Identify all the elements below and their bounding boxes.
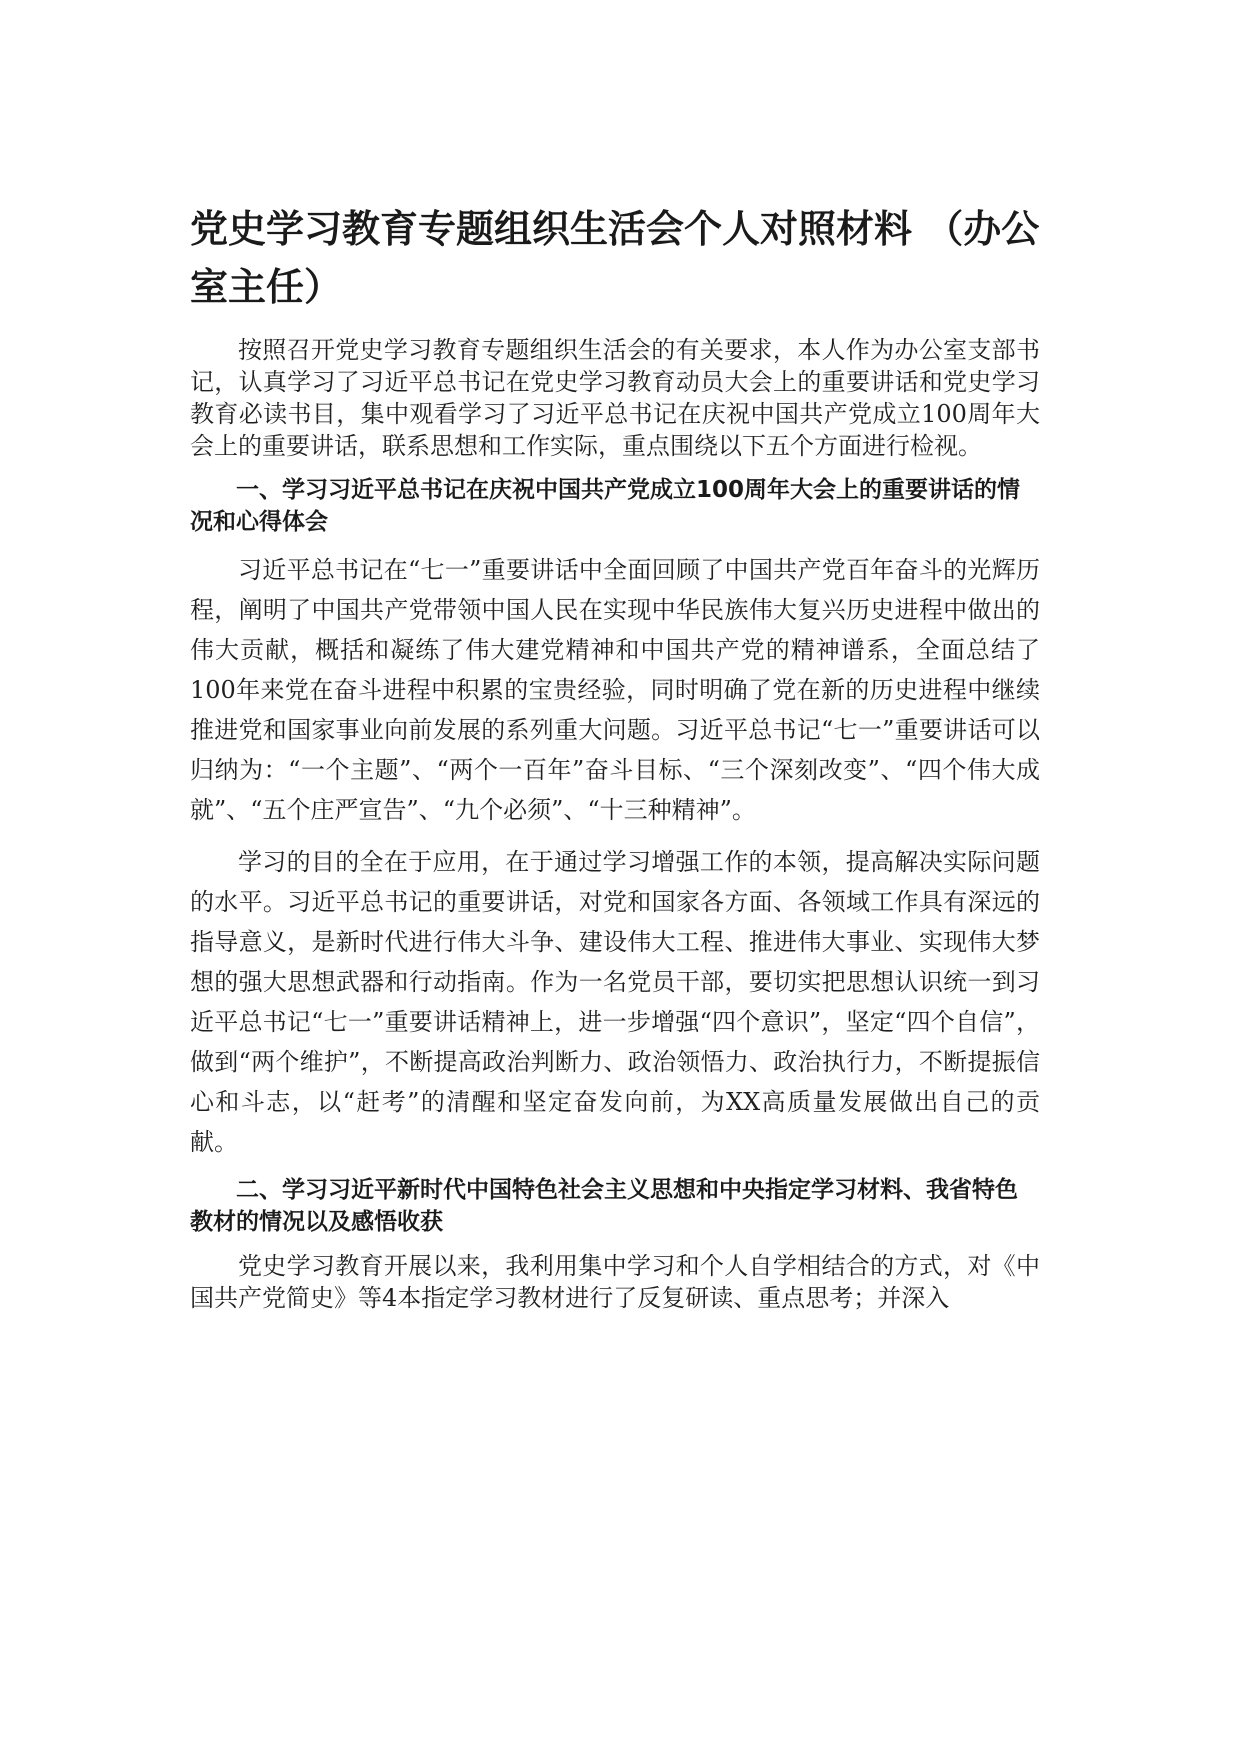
section-1-paragraph-1: 习近平总书记在“七一”重要讲话中全面回顾了中国共产党百年奋斗的光辉历程，阐明了中国共产党带领中国人民在实现中华民族伟大复兴历史进程中做出的伟大贡献，概括和凝练了伟大建党精神和中国共产党的精神谱系，全面总结了100年来党在奋斗进程中积累的宝贵经验，同时明确了党在新的历史进程中继续推进党和国家事业向前发展的系列重大问题。习近平总书记“七一”重要讲话可以归纳为：“一个主题”、“两个一百年”奋斗目标、“三个深刻改变”、“四个伟大成就”、“五个庄严宣告”、“九个必须”、“十三种精神”。 xyxy=(190,556,1040,824)
document-body xyxy=(190,200,1040,1326)
intro-paragraph: 按照召开党史学习教育专题组织生活会的有关要求，本人作为办公室支部书记，认真学习了习近平总书记在党史学习教育动员大会上的重要讲话和党史学习教育必读书目，集中观看学习了习近平总书记在庆祝中国共产党成立100周年大会上的重要讲话，联系思想和工作实际，重点围绕以下五个方面进行检视。 xyxy=(190,336,1040,460)
section-1-heading: 一、学习习近平总书记在庆祝中国共产党成立100周年大会上的重要讲话的情况和心得体会 xyxy=(190,477,1021,535)
section-1-paragraph-2: 学习的目的全在于应用，在于通过学习增强工作的本领，提高解决实际问题的水平。习近平总书记的重要讲话，对党和国家各方面、各领域工作具有深远的指导意义，是新时代进行伟大斗争、建设伟大工程、推进伟大事业、实现伟大梦想的强大思想武器和行动指南。作为一名党员干部，要切实把思想认识统一到习近平总书记“七一”重要讲话精神上，进一步增强“四个意识”，坚定“四个自信”，做到“两个维护”，不断提高政治判断力、政治领悟力、政治执行力，不断提振信心和斗志，以“赶考”的清醒和坚定奋发向前，为XX高质量发展做出自己的贡献。 xyxy=(190,848,1040,1156)
document-title: 党史学习教育专题组织生活会个人对照材料 （办公室主任） xyxy=(190,207,1040,309)
section-2-paragraph-1: 党史学习教育开展以来，我利用集中学习和个人自学相结合的方式，对《中国共产党简史》等4本指定学习教材进行了反复研读、重点思考；并深入 xyxy=(190,1252,1040,1312)
section-2-heading: 二、学习习近平新时代中国特色社会主义思想和中央指定学习材料、我省特色教材的情况以及感悟收获 xyxy=(190,1177,1018,1235)
